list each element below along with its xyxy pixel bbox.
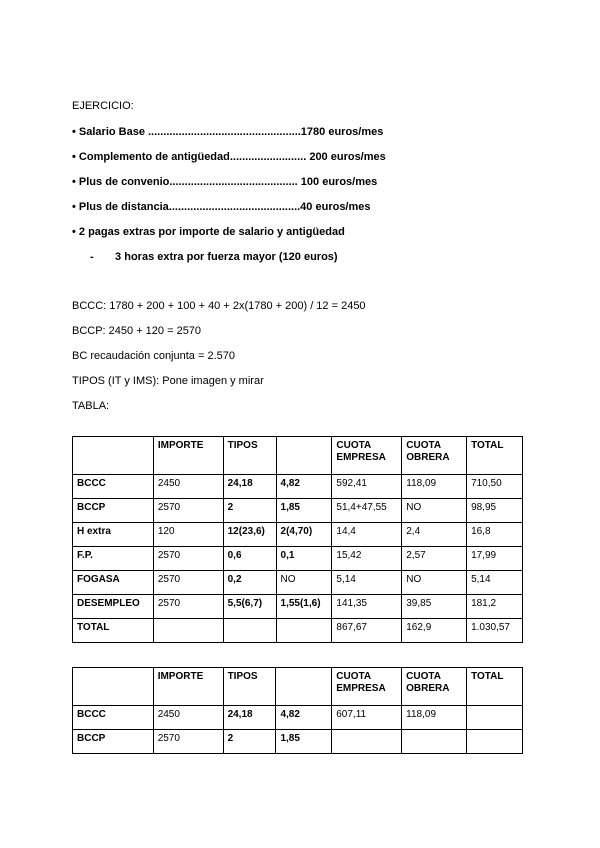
table-cell	[332, 730, 402, 754]
calc-bccp: BCCP: 2450 + 120 = 2570	[72, 325, 202, 337]
table-cell: 14,4	[332, 523, 402, 547]
calc-bccc: BCCC: 1780 + 200 + 100 + 40 + 2x(1780 + 200) / 12 = 2450	[72, 300, 366, 312]
table-cell: 5,14	[332, 571, 402, 595]
header-importe: IMPORTE	[153, 668, 223, 706]
table-cell: 0,2	[223, 571, 276, 595]
tabla-label: TABLA:	[72, 400, 110, 412]
header-cuota-empresa: CUOTA EMPRESA	[332, 668, 402, 706]
row-label: DESEMPLEO	[73, 595, 154, 619]
table-cell: 118,09	[402, 706, 467, 730]
table-cell: 2570	[153, 547, 223, 571]
header-cuota-empresa: CUOTA EMPRESA	[332, 437, 402, 475]
header-total: TOTAL	[467, 668, 523, 706]
table-cell	[276, 619, 332, 643]
table-cell: 0,6	[223, 547, 276, 571]
row-label: BCCC	[73, 475, 154, 499]
table-total-row	[73, 619, 523, 643]
bullet-pagas-extras: • 2 pagas extras por importe de salario y antigüedad	[72, 226, 345, 238]
row-label: BCCC	[73, 706, 154, 730]
row-label: TOTAL	[73, 619, 154, 643]
table-cell: 12(23,6)	[223, 523, 276, 547]
header-tipos: TIPOS	[223, 668, 276, 706]
bullet-plus-convenio: • Plus de convenio.......................................... 100 euros/mes	[72, 176, 378, 188]
table-cell: 17,99	[467, 547, 523, 571]
table-cell: 4,82	[276, 706, 332, 730]
bullet-plus-distancia: • Plus de distancia...........................................40 euros/mes	[72, 201, 371, 213]
table-cell: 5,5(6,7)	[223, 595, 276, 619]
table-cell: 607,11	[332, 706, 402, 730]
table-row	[73, 475, 523, 499]
row-label: BCCP	[73, 499, 154, 523]
table-cell: NO	[402, 571, 467, 595]
header-tipos: TIPOS	[223, 437, 276, 475]
table-cell	[467, 706, 523, 730]
table-cell: 592,41	[332, 475, 402, 499]
table-header-row	[73, 437, 523, 475]
bullet-complemento-antiguedad: • Complemento de antigüedad......................... 200 euros/mes	[72, 151, 386, 163]
table-cell: 1,85	[276, 730, 332, 754]
table-cell: 120	[153, 523, 223, 547]
table-cell: 2570	[153, 730, 223, 754]
table-cell: 2450	[153, 475, 223, 499]
table-cell: 2570	[153, 571, 223, 595]
table-row	[73, 595, 523, 619]
table-row	[73, 523, 523, 547]
table-cell	[153, 619, 223, 643]
table-row	[73, 547, 523, 571]
header-cell	[73, 668, 154, 706]
table-cell: 141,35	[332, 595, 402, 619]
calc-bc-recaudacion: BC recaudación conjunta = 2.570	[72, 350, 235, 362]
table-cell: 2(4,70)	[276, 523, 332, 547]
table-cell	[467, 730, 523, 754]
cotizacion-table-1	[72, 436, 523, 643]
table-cell: 2450	[153, 706, 223, 730]
row-label: BCCP	[73, 730, 154, 754]
header-cuota-obrera: CUOTA OBRERA	[402, 437, 467, 475]
table-cell: 98,95	[467, 499, 523, 523]
bullet-salario-base: • Salario Base ..................................................1780 euros/mes	[72, 126, 384, 138]
table-cell: 2,57	[402, 547, 467, 571]
header-cuota-obrera: CUOTA OBRERA	[402, 668, 467, 706]
header-cell	[276, 668, 332, 706]
table-row	[73, 730, 523, 754]
header-importe: IMPORTE	[153, 437, 223, 475]
header-cell	[276, 437, 332, 475]
exercise-heading: EJERCICIO:	[72, 100, 134, 112]
table-header-row	[73, 668, 523, 706]
row-label: F.P.	[73, 547, 154, 571]
table-cell: 1.030,57	[467, 619, 523, 643]
table-cell: 5,14	[467, 571, 523, 595]
table-cell: 15,42	[332, 547, 402, 571]
header-total: TOTAL	[467, 437, 523, 475]
header-cell	[73, 437, 154, 475]
table-cell: 181,2	[467, 595, 523, 619]
table-cell: 162,9	[402, 619, 467, 643]
table-cell: 710,50	[467, 475, 523, 499]
table-row	[73, 706, 523, 730]
table-cell: 16,8	[467, 523, 523, 547]
table-cell	[402, 730, 467, 754]
row-label: H extra	[73, 523, 154, 547]
table-row	[73, 499, 523, 523]
table-cell: 39,85	[402, 595, 467, 619]
table-cell: 867,67	[332, 619, 402, 643]
table-cell: 118,09	[402, 475, 467, 499]
table-cell	[223, 619, 276, 643]
table-cell: 2,4	[402, 523, 467, 547]
sub-bullet-horas-extra: - 3 horas extra por fuerza mayor (120 euros)	[90, 251, 338, 263]
table-cell: NO	[276, 571, 332, 595]
row-label: FOGASA	[73, 571, 154, 595]
table-cell: 2	[223, 499, 276, 523]
table-cell: 2570	[153, 595, 223, 619]
table-cell: 2	[223, 730, 276, 754]
table-cell: 2570	[153, 499, 223, 523]
table-cell: 51,4+47,55	[332, 499, 402, 523]
calc-tipos: TIPOS (IT y IMS): Pone imagen y mirar	[72, 375, 264, 387]
table-cell: NO	[402, 499, 467, 523]
cotizacion-table-2	[72, 667, 523, 754]
table-cell: 0,1	[276, 547, 332, 571]
table-row	[73, 571, 523, 595]
table-cell: 1,55(1,6)	[276, 595, 332, 619]
table-cell: 4,82	[276, 475, 332, 499]
table-cell: 24,18	[223, 706, 276, 730]
table-cell: 24,18	[223, 475, 276, 499]
table-cell: 1,85	[276, 499, 332, 523]
